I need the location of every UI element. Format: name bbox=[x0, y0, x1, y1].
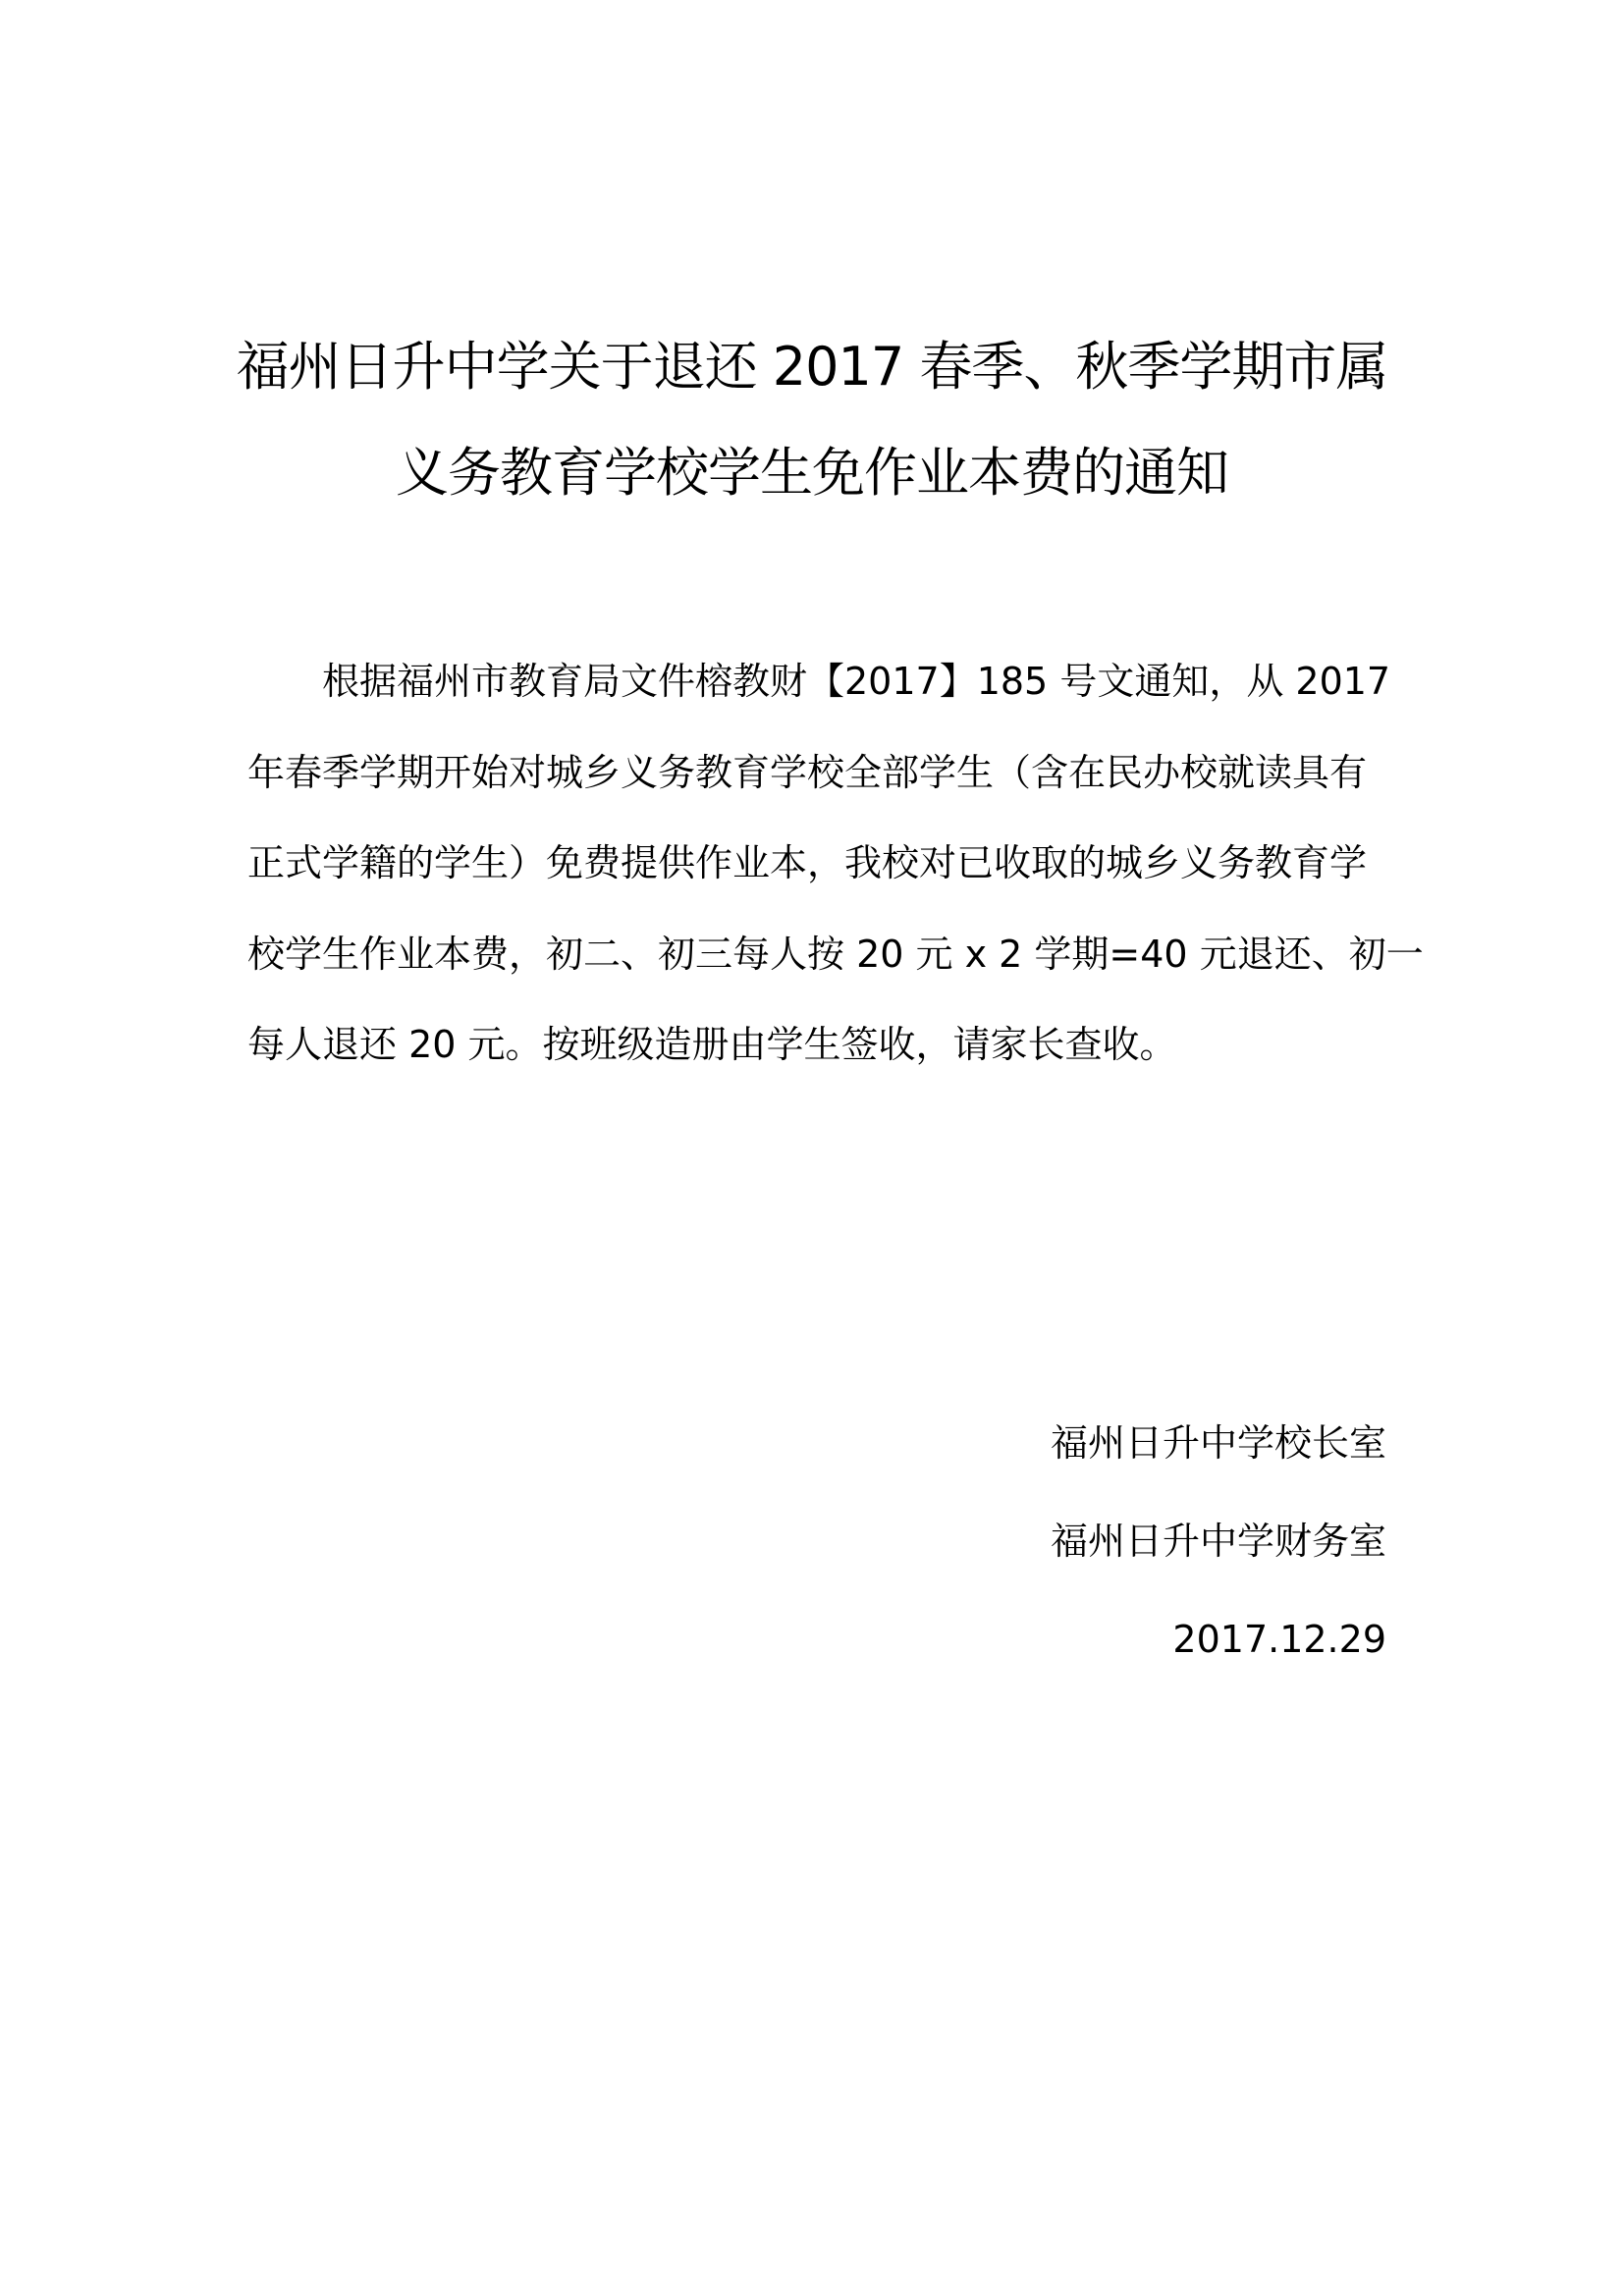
signature-finance-office: 福州日升中学财务室 bbox=[1050, 1520, 1386, 1563]
body-line: 年春季学期开始对城乡义务教育学校全部学生（含在民办校就读具有 bbox=[247, 750, 1368, 794]
body-line: 每人退还 20 元。按班级造册由学生签收，请家长查收。 bbox=[247, 1023, 1177, 1066]
body-line: 校学生作业本费，初二、初三每人按 20 元 x 2 学期=40 元退还、初一 bbox=[247, 932, 1424, 976]
body-line: 根据福州市教育局文件榕教财【2017】185 号文通知，从 2017 bbox=[322, 660, 1391, 703]
signature-date: 2017.12.29 bbox=[1172, 1618, 1386, 1661]
signature-block bbox=[1051, 1394, 1386, 1688]
signature-principal-office: 福州日升中学校长室 bbox=[1050, 1421, 1386, 1465]
notice-title bbox=[196, 314, 1428, 526]
title-line-2: 义务教育学校学生免作业本费的通知 bbox=[396, 442, 1228, 504]
body-line: 正式学籍的学生）免费提供作业本，我校对已收取的城乡义务教育学 bbox=[247, 841, 1368, 884]
notice-body bbox=[247, 636, 1424, 1091]
title-line-1: 福州日升中学关于退还 2017 春季、秋季学期市属 bbox=[236, 336, 1388, 398]
